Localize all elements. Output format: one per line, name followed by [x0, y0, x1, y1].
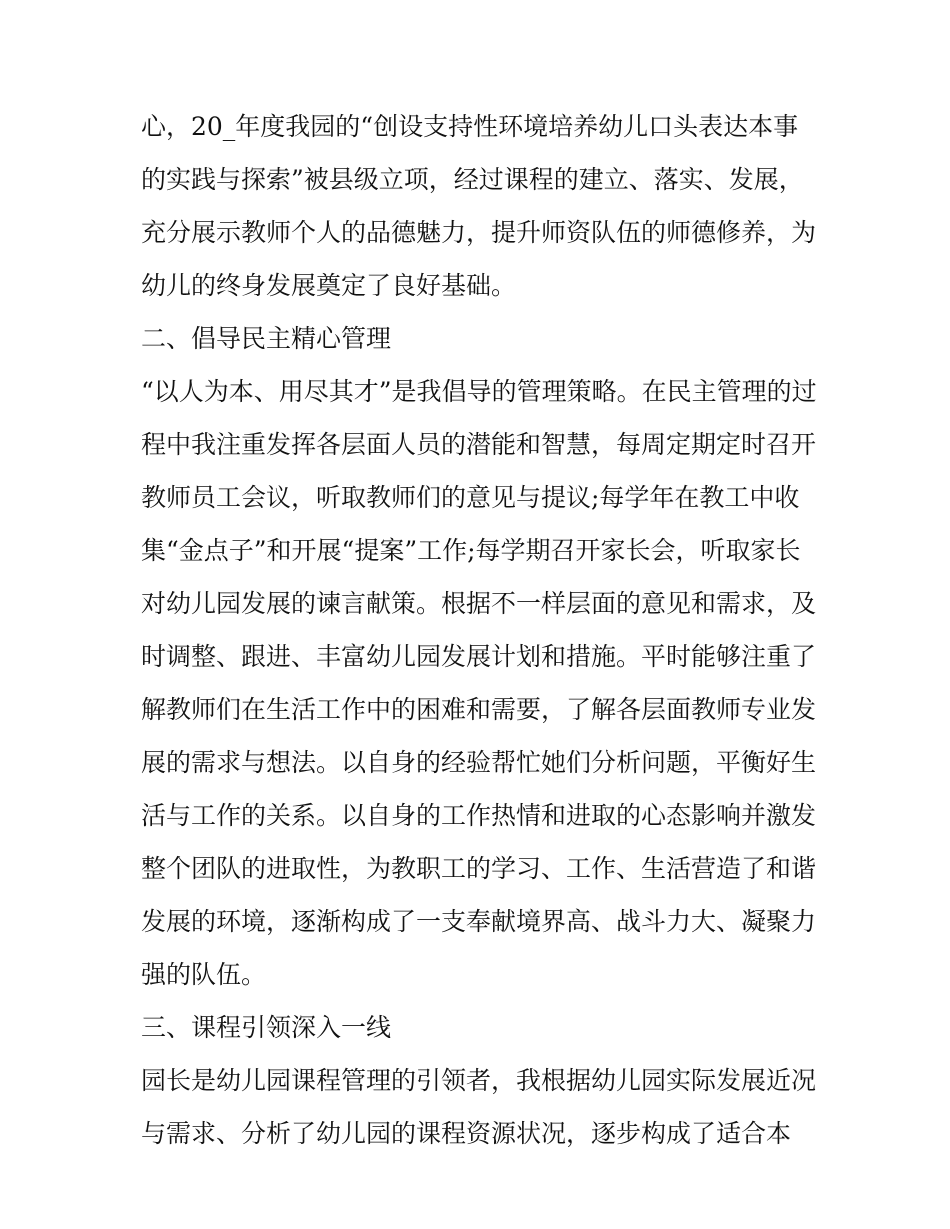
text-line: 集“金点子”和开展“提案”工作;每学期召开家长会，听取家长	[141, 536, 801, 565]
text-line: 发展的环境，逐渐构成了一支奉献境界高、战斗力大、凝聚力	[141, 907, 817, 936]
text-line: 解教师们在生活工作中的困难和需要，了解各层面教师专业发	[141, 695, 817, 724]
text-line: 时调整、跟进、丰富幼儿园发展计划和措施。平时能够注重了	[141, 642, 817, 671]
text-line: 对幼儿园发展的谏言献策。根据不一样层面的意见和需求，及	[141, 589, 817, 618]
text-line: 心，20_年度我园的“创设支持性环境培养幼儿口头表达本事	[141, 112, 799, 141]
text-line: 与需求、分析了幼儿园的课程资源状况，逐步构成了适合本	[141, 1119, 792, 1148]
text-line: 活与工作的关系。以自身的工作热情和进取的心态影响并激发	[141, 801, 817, 830]
text-line: 展的需求与想法。以自身的经验帮忙她们分析问题，平衡好生	[141, 748, 817, 777]
text-line: 强的队伍。	[141, 960, 267, 989]
section-heading: 二、倡导民主精心管理	[141, 324, 392, 353]
text-line: “以人为本、用尽其才”是我倡导的管理策略。在民主管理的过	[141, 377, 817, 406]
text-line: 充分展示教师个人的品德魅力，提升师资队伍的师德修养，为	[141, 218, 817, 247]
text-line: 教师员工会议，听取教师们的意见与提议;每学年在教工中收	[141, 483, 800, 512]
text-line: 程中我注重发挥各层面人员的潜能和智慧，每周定期定时召开	[141, 430, 817, 459]
text-line: 的实践与探索”被县级立项，经过课程的建立、落实、发展，	[141, 165, 804, 194]
text-line: 园长是幼儿园课程管理的引领者，我根据幼儿园实际发展近况	[141, 1066, 817, 1095]
document-body	[141, 100, 821, 1160]
section-heading: 三、课程引领深入一线	[141, 1013, 392, 1042]
text-line: 幼儿的终身发展奠定了良好基础。	[141, 271, 517, 300]
text-line: 整个团队的进取性，为教职工的学习、工作、生活营造了和谐	[141, 854, 817, 883]
